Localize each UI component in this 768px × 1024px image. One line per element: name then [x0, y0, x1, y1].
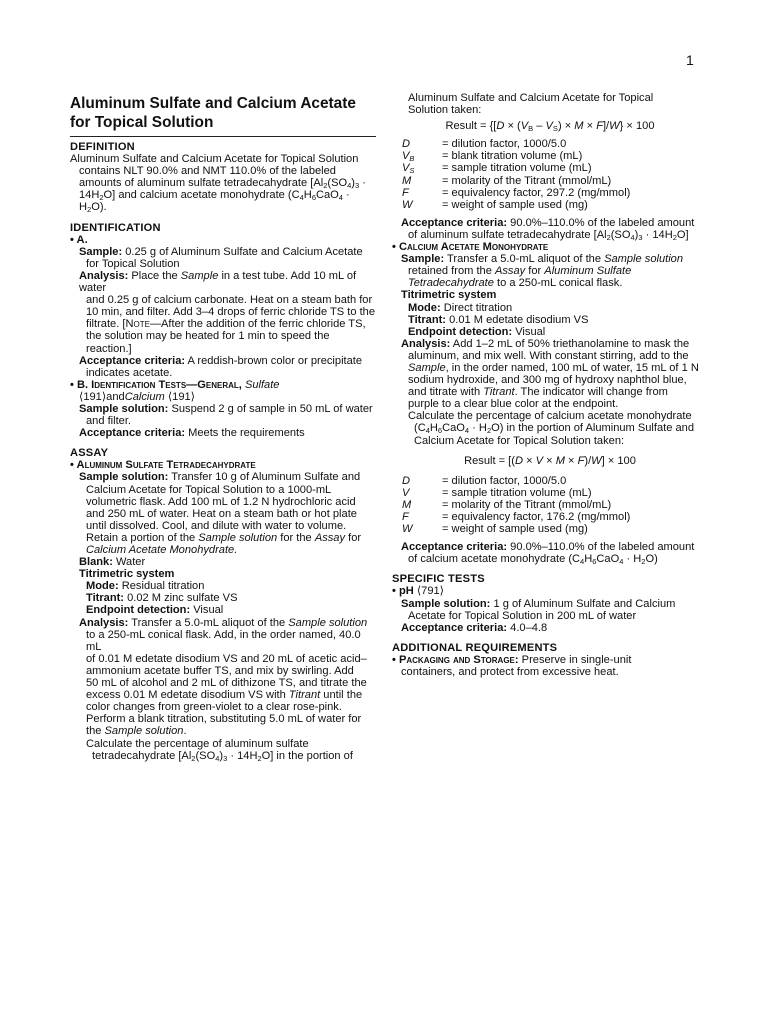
identification-heading: IDENTIFICATION — [70, 221, 161, 234]
calcium-analysis-line: Sample, in the order named, 100 mL of water, 15 mL of 1 N — [408, 361, 699, 374]
assay-ss-line: Calcium Acetate Monohydrate. — [86, 544, 238, 556]
assay-calcium-heading: • Calcium Acetate Monohydrate — [392, 241, 549, 254]
assay-ss-line: volumetric flask. Add 100 mL of 1.2 N hydrochloric acid — [86, 495, 356, 508]
ph-acceptance: Acceptance criteria: 4.0–4.8 — [401, 621, 548, 634]
ident-b-sample-solution-cont: and filter. — [86, 415, 132, 428]
monograph-title — [70, 94, 376, 132]
definition-row: W = weight of sample used (mg) — [402, 523, 588, 536]
definition-row: F = equivalency factor, 297.2 (mg/mmol) — [402, 186, 631, 199]
assay-mode: Mode: Residual titration — [86, 580, 205, 593]
assay-endpoint: Endpoint detection: Visual — [86, 604, 224, 617]
calcium-sample-line: retained from the Assay for Aluminum Sulfate — [408, 265, 632, 278]
calcium-titrant: Titrant: 0.01 M edetate disodium VS — [408, 313, 589, 326]
assay-calc-line: tetradecahydrate $[Al_2(SO_4)_3 \cdot 14H_2O]$ in the portion of — [92, 749, 353, 763]
ident-b-sample-solution: Sample solution: Suspend 2 g of sample in 50 mL of water — [79, 402, 373, 415]
ident-a-analysis-line: filtrate. [Note—After the addition of the ferric chloride TS, — [86, 318, 366, 331]
assay-analysis-line: the Sample solution. — [86, 725, 187, 738]
assay-titrimetric-heading: Titrimetric system — [79, 568, 175, 581]
calcium-titrimetric-heading: Titrimetric system — [401, 289, 497, 302]
calcium-acceptance: Acceptance criteria: 90.0%–110.0% of the labeled amount — [401, 541, 695, 554]
assay-ss-line: and 250 mL of water. Heat on a steam bath or hot plate — [86, 507, 357, 520]
assay-sample-solution: Sample solution: Transfer 10 g of Aluminum Sulfate and — [79, 471, 361, 484]
ph-sample-solution-cont: Acetate for Topical Solution in 200 mL of water — [408, 609, 637, 622]
definition-row: D = dilution factor, 1000/5.0 — [402, 474, 567, 487]
calcium-endpoint: Endpoint detection: Visual — [408, 325, 546, 338]
identification-b-refs: ⟨191⟩andCalcium ⟨191⟩ — [79, 390, 196, 403]
assay-calc-cont: Solution taken: — [408, 104, 482, 117]
result-formula-aluminum: Result = $\{[D \times (V_B - V_S) \times M \times F]/W\} \times 100$ — [445, 120, 655, 134]
definition-row: D = dilution factor, 1000/5.0 — [402, 138, 567, 151]
assay-blank: Blank: Water — [79, 556, 146, 569]
ident-a-acceptance: Acceptance criteria: A reddish-brown color or precipitate — [79, 354, 363, 367]
page-number: 1 — [686, 52, 694, 68]
definition-row: M = molarity of the Titrant (mmol/mL) — [402, 174, 612, 187]
definition-row: M = molarity of the Titrant (mmol/mL) — [402, 498, 612, 511]
definition-line: $H_2O$). — [79, 201, 107, 215]
calcium-analysis-line: aluminum, and mix well. With constant stirring, add to the — [408, 349, 689, 362]
calcium-calc-line: Calcium Acetate for Topical Solution taken: — [414, 434, 625, 447]
assay-calc-line: Calculate the percentage of aluminum sulfate — [86, 737, 309, 750]
assay-heading: ASSAY — [70, 447, 109, 460]
assay-analysis-line: of 0.01 M edetate disodium VS and 20 mL of acetic acid– — [86, 652, 367, 665]
identification-b-label: • B. Identification Tests—General, Sulfate — [70, 378, 280, 391]
definition-row: F = equivalency factor, 176.2 (mg/mmol) — [402, 511, 631, 523]
calcium-analysis-line: sodium hydroxide, and 300 mg of hydroxy naphthol blue, — [408, 374, 687, 387]
calcium-analysis-line: purple to a clear blue color at the endpoint. — [408, 398, 619, 411]
calcium-calc-line: Calculate the percentage of calcium acetate monohydrate — [408, 410, 692, 423]
definition-heading: DEFINITION — [70, 141, 135, 153]
assay-analysis-line: ammonium acetate buffer TS, and mix by swirling. Add — [86, 664, 354, 677]
assay-analysis-line: Perform a blank titration, substituting 5.0 mL of water for — [86, 713, 362, 726]
ident-a-analysis-line: 10 min, and filter. Add 3–4 drops of ferric chloride TS to the — [86, 306, 376, 319]
calcium-analysis: Analysis: Add 1–2 mL of 50% triethanolamine to mask the — [401, 337, 690, 350]
calcium-analysis-line: and titrate with Titrant. The indicator will change from — [408, 386, 668, 399]
assay-titrant: Titrant: 0.02 M zinc sulfate VS — [86, 592, 238, 605]
ident-a-acceptance-cont: indicates acetate. — [86, 366, 173, 379]
title-divider — [70, 136, 376, 137]
definition-line: contains NLT 90.0% and NMT 110.0% of the labeled — [79, 165, 336, 178]
definition-text — [70, 153, 376, 213]
calcium-sample: Sample: Transfer a 5.0-mL aliquot of the Sample solution — [401, 253, 684, 266]
calcium-acceptance-cont: of calcium acetate monohydrate $(C_4H_6CaO_4 \cdot H_2O)$ — [408, 553, 658, 567]
left-column — [70, 94, 376, 762]
definition-row: W = weight of sample used (mg) — [402, 198, 588, 211]
packaging-storage-cont: containers, and protect from excessive heat. — [401, 666, 619, 679]
ident-b-acceptance: Acceptance criteria: Meets the requirements — [79, 427, 305, 440]
assay-analysis-line: color changes from green-violet to a clear rose-pink. — [86, 701, 342, 714]
definition-line: $14H_2O$] and calcium acetate monohydrate ($C_4H_6CaO_4$ · — [79, 189, 350, 203]
assay-analysis-line: 50 mL of alcohol and 2 mL of dithizone TS, and titrate the — [86, 677, 367, 690]
ph-test-label: • pH ⟨791⟩ — [392, 585, 445, 598]
title-line-2: for Topical Solution — [70, 114, 214, 131]
aluminum-acceptance: Acceptance criteria: 90.0%–110.0% of the labeled amount — [401, 216, 695, 229]
specific-tests-heading: SPECIFIC TESTS — [392, 573, 485, 586]
right-column — [392, 92, 708, 678]
additional-requirements-heading: ADDITIONAL REQUIREMENTS — [392, 641, 558, 654]
variable-definitions-aluminum — [392, 138, 630, 211]
assay-analysis-line: excess 0.01 M edetate disodium VS with Titrant until the — [86, 689, 363, 702]
title-line-1: Aluminum Sulfate and Calcium Acetate — [70, 95, 356, 112]
definition-line: Aluminum Sulfate and Calcium Acetate for Topical Solution — [70, 153, 359, 166]
calcium-calc-line: $(C_4H_6CaO_4 \cdot H_2O)$ in the portion of Aluminum Sulfate and — [414, 422, 694, 436]
ident-a-analysis-line: the solution may be heated for 1 min to speed the reaction.] — [86, 330, 330, 355]
ident-a-sample: Sample: 0.25 g of Aluminum Sulfate and Calcium Acetate — [79, 245, 363, 258]
packaging-storage: • Packaging and Storage: Preserve in single-unit — [392, 653, 632, 666]
ph-sample-solution: Sample solution: 1 g of Aluminum Sulfate and Calcium — [401, 597, 676, 610]
calcium-mode: Mode: Direct titration — [408, 301, 513, 314]
identification-a-label: • A. — [70, 233, 88, 246]
result-formula-calcium: Result = [(D × V × M × F)/W] × 100 — [464, 454, 636, 467]
assay-aluminum-heading: • Aluminum Sulfate Tetradecahydrate — [70, 459, 256, 472]
assay-ss-line: Retain a portion of the Sample solution for the Assay for — [86, 531, 362, 544]
definition-row: $V_B$ = blank titration volume (mL) — [402, 150, 583, 164]
assay-ss-line: Calcium Acetate for Topical Solution to a 1000-mL — [86, 483, 332, 496]
assay-ss-line: until dissolved. Cool, and dilute with water to volume. — [86, 519, 347, 532]
ident-a-analysis-line: and 0.25 g of calcium carbonate. Heat on a steam bath for — [86, 294, 373, 307]
aluminum-acceptance-cont: of aluminum sulfate tetradecahydrate $[Al_2(SO_4)_3 \cdot 14H_2O]$ — [408, 228, 689, 242]
assay-analysis: Analysis: Transfer a 5.0-mL aliquot of the Sample solution — [79, 616, 368, 629]
ident-a-sample-cont: for Topical Solution — [86, 257, 180, 270]
assay-calc-cont: Aluminum Sulfate and Calcium Acetate for Topical — [408, 92, 654, 104]
definition-row: $V_S$ = sample titration volume (mL) — [402, 162, 592, 176]
assay-analysis-line: to a 250-mL conical flask. Add, in the order named, 40.0 mL — [86, 628, 361, 653]
calcium-sample-line: Tetradecahydrate to a 250-mL conical flask. — [408, 277, 623, 290]
ident-a-analysis: Analysis: Place the Sample in a test tube. Add 10 mL of water — [79, 269, 357, 295]
definition-line: amounts of aluminum sulfate tetradecahydrate [$Al_2(SO_4)_3$ · — [79, 177, 366, 191]
definition-row: V = sample titration volume (mL) — [402, 486, 592, 499]
variable-definitions-calcium — [392, 475, 630, 535]
